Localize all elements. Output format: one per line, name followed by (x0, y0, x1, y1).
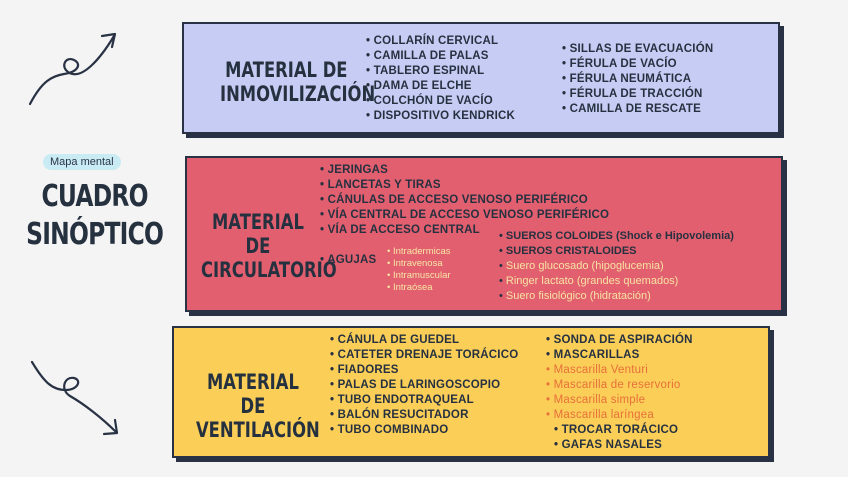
list-item: • MASCARILLAS (546, 348, 693, 363)
list-item: • AGUJAS (320, 253, 376, 268)
list-item: • VÍA CENTRAL DE ACCESO VENOSO PERIFÉRICO (320, 208, 609, 223)
list-item: • CÁNULAS DE ACCESO VENOSO PERIFÉRICO (320, 193, 609, 208)
list-item: • TUBO ENDOTRAQUEAL (330, 393, 518, 408)
list-item: • JERINGAS (320, 163, 609, 178)
list-item: • CAMILLA DE RESCATE (562, 102, 713, 117)
ventilacion-title: MATERIAL DE VENTILACIÓN (196, 370, 320, 442)
list-item: • Suero glucosado (hipoglucemia) (499, 259, 734, 274)
list-item: • DISPOSITIVO KENDRICK (366, 109, 515, 124)
list-item: • CATETER DRENAJE TORÁCICO (330, 348, 518, 363)
list-item: • FÉRULA NEUMÁTICA (562, 72, 713, 87)
list-item: • Mascarilla de reservorio (546, 378, 693, 393)
list-item: • SILLAS DE EVACUACIÓN (562, 42, 713, 57)
list-item: • COLLARÍN CERVICAL (366, 34, 515, 49)
ventilacion-left-list (330, 333, 518, 438)
curly-arrow-icon (22, 356, 122, 438)
list-item: • BALÓN RESUCITADOR (330, 408, 518, 423)
list-item: • LANCETAS Y TIRAS (320, 178, 609, 193)
list-item: • Mascarilla Venturi (546, 363, 693, 378)
page-title: CUADRO SINÓPTICO (26, 179, 164, 252)
list-item: • FÉRULA DE VACÍO (562, 57, 713, 72)
list-item: • VÍA DE ACCESO CENTRAL (320, 223, 609, 238)
list-item: • SUEROS COLOIDES (Shock e Hipovolemia) (499, 229, 734, 244)
agujas-sub-list (387, 246, 451, 294)
mind-map-tag: Mapa mental (43, 154, 121, 170)
circulatorio-list (320, 163, 609, 238)
list-item: • FIADORES (330, 363, 518, 378)
agujas-list (320, 253, 376, 268)
curly-arrow-icon (22, 26, 122, 108)
list-item: • FÉRULA DE TRACCIÓN (562, 87, 713, 102)
inmovilizacion-right-list (562, 42, 713, 117)
list-item: • SONDA DE ASPIRACIÓN (546, 333, 693, 348)
inmovilizacion-card (182, 22, 780, 134)
list-item: • TABLERO ESPINAL (366, 64, 515, 79)
list-item: • Mascarilla simple (546, 393, 693, 408)
list-item: • COLCHÓN DE VACÍO (366, 94, 515, 109)
list-item: • CAMILLA DE PALAS (366, 49, 515, 64)
circulatorio-title: MATERIAL DE CIRCULATORIO (201, 210, 337, 282)
list-item: • Intradermicas (387, 246, 451, 258)
list-item: • TROCAR TORÁCICO (546, 423, 693, 438)
ventilacion-card (172, 326, 770, 458)
list-item: • SUEROS CRISTALOIDES (499, 244, 734, 259)
list-item: • Suero fisiológico (hidratación) (499, 289, 734, 304)
circulatorio-card (185, 156, 783, 312)
list-item: • Ringer lactato (grandes quemados) (499, 274, 734, 289)
inmovilizacion-left-list (366, 34, 515, 124)
list-item: • Intraósea (387, 282, 451, 294)
list-item: • GAFAS NASALES (546, 438, 693, 453)
list-item: • CÁNULA DE GUEDEL (330, 333, 518, 348)
list-item: • Intramuscular (387, 270, 451, 282)
list-item: • Mascarilla laríngea (546, 408, 693, 423)
list-item: • Intravenosa (387, 258, 451, 270)
ventilacion-right-list (546, 333, 693, 453)
list-item: • TUBO COMBINADO (330, 423, 518, 438)
inmovilizacion-title: MATERIAL DE INMOVILIZACIÓN (220, 58, 376, 106)
list-item: • DAMA DE ELCHE (366, 79, 515, 94)
sueros-list (499, 229, 734, 304)
list-item: • PALAS DE LARINGOSCOPIO (330, 378, 518, 393)
